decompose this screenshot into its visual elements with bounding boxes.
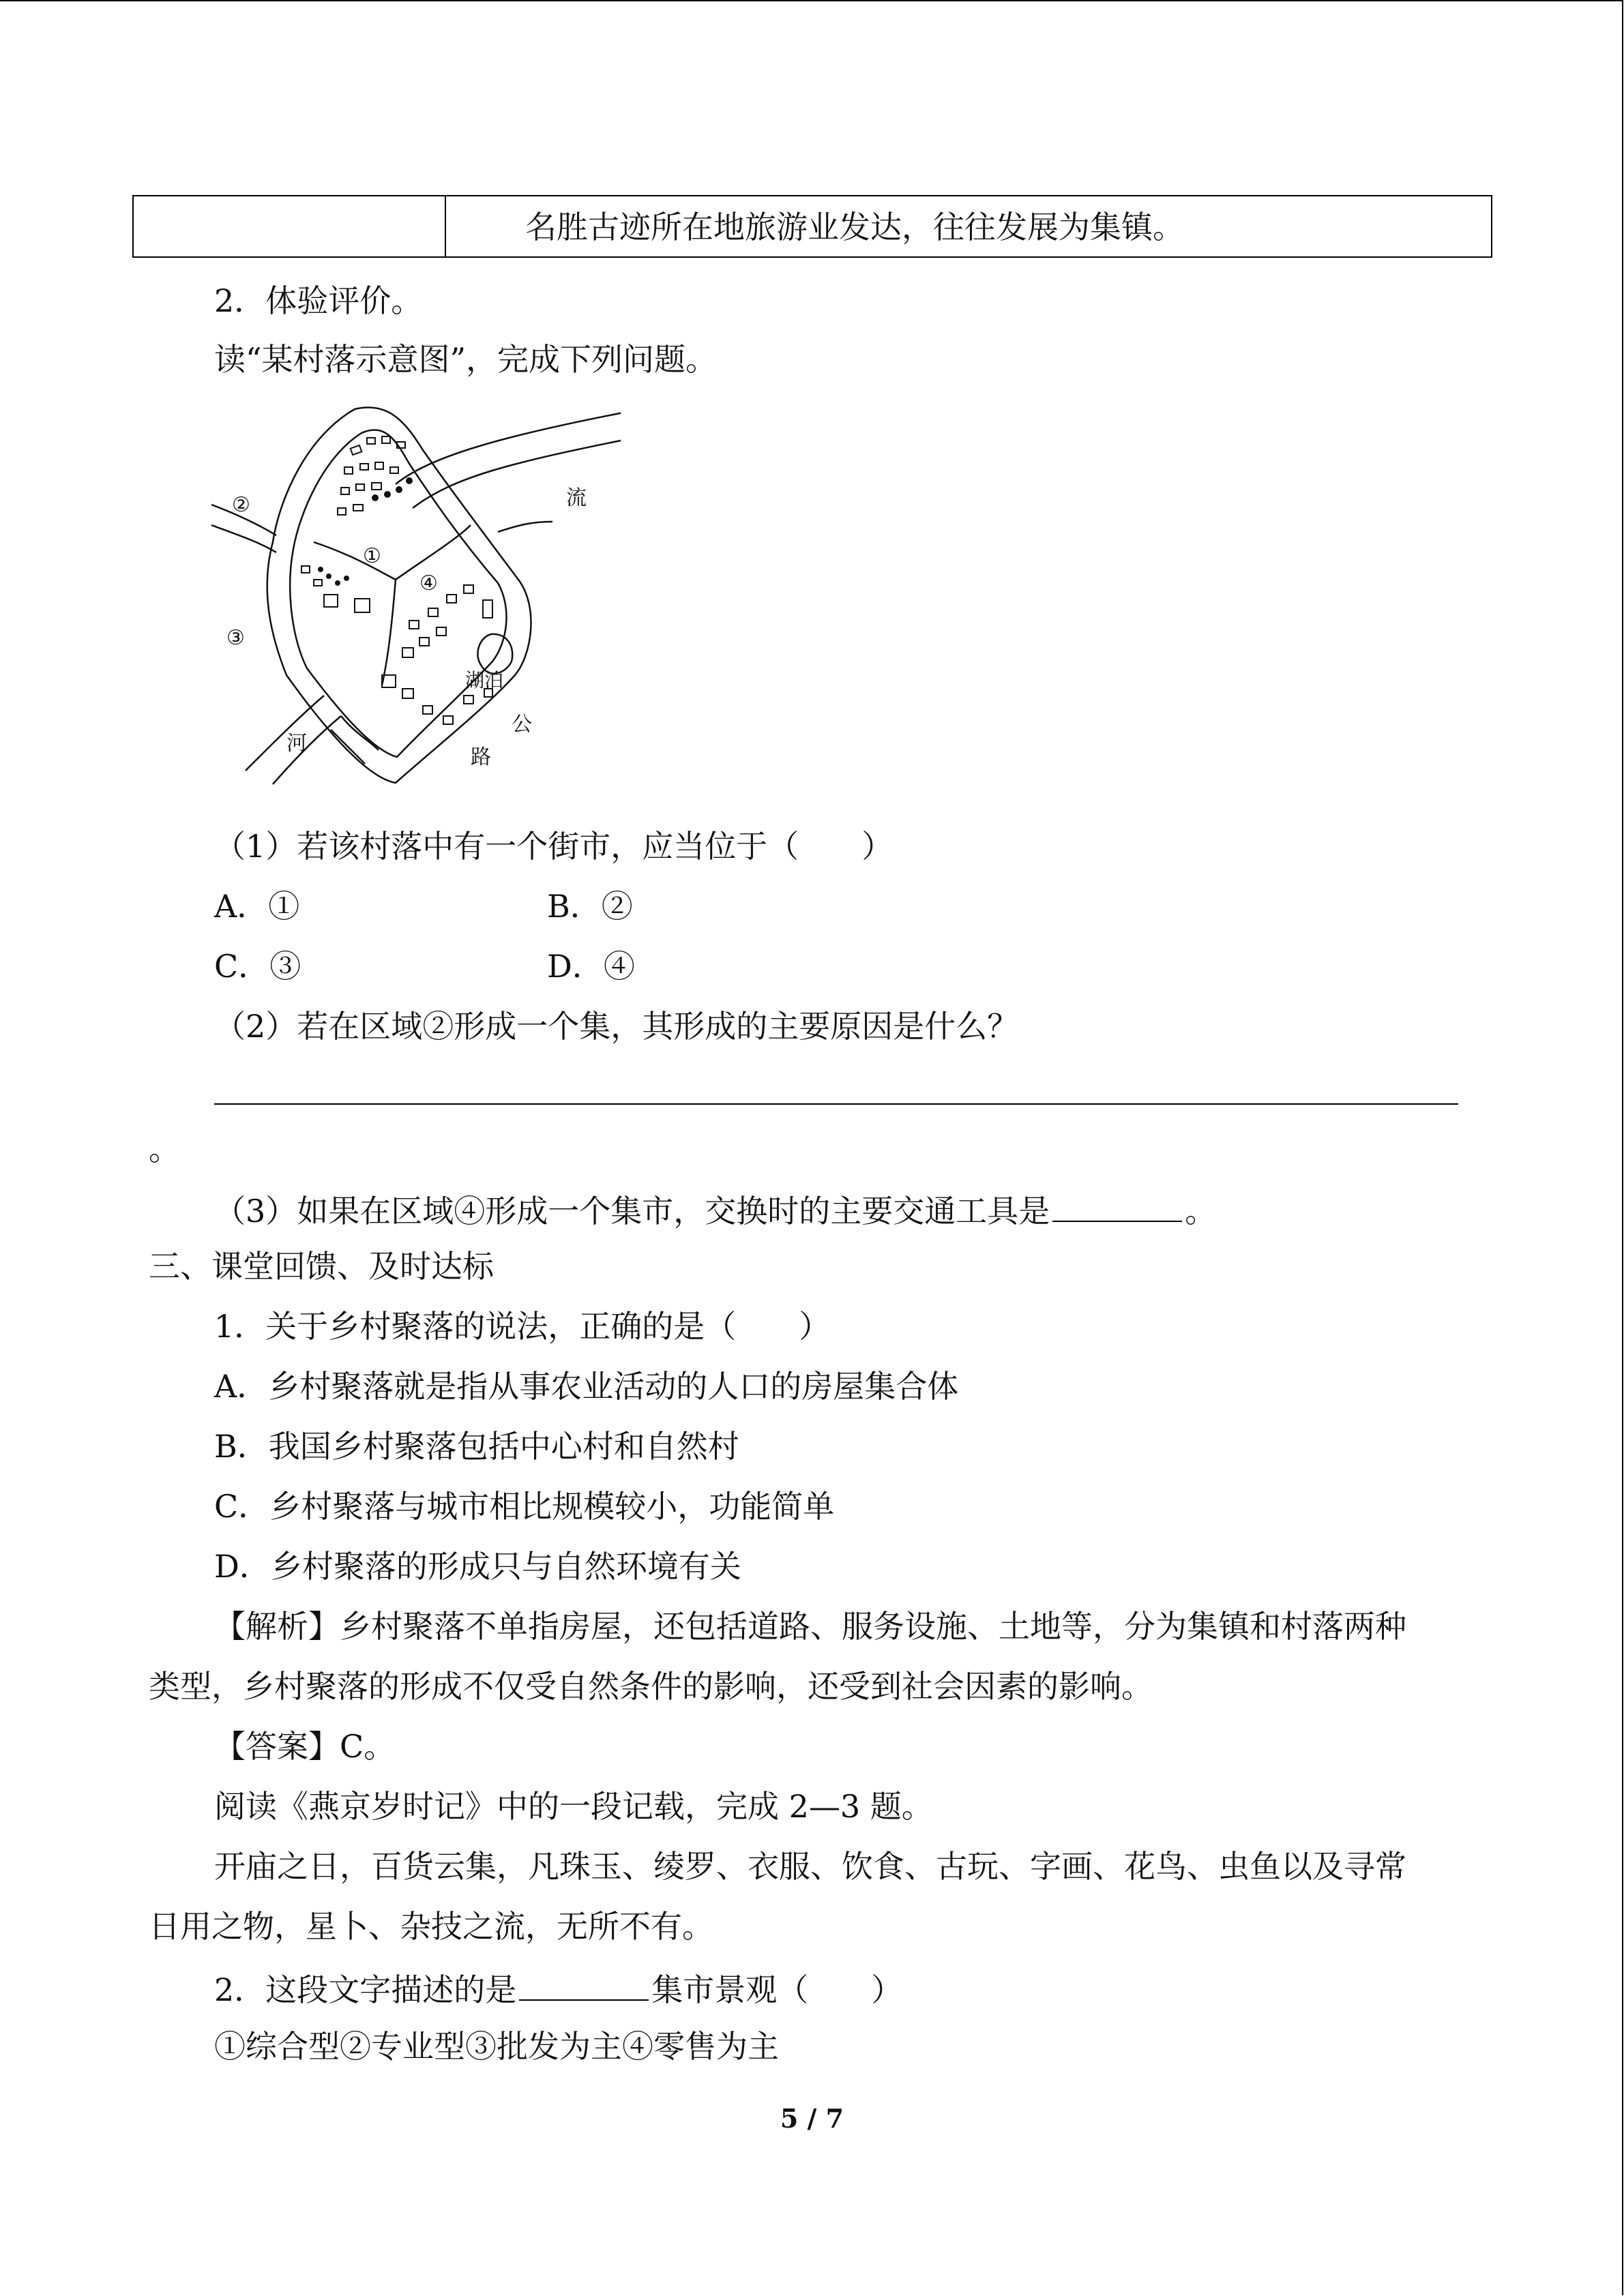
page-number: 5 / 7 [780,2103,844,2134]
p2-stem-after: 集市景观（ ） [651,1971,903,2008]
p2-stem-before: 2．这段文字描述的是 [214,1971,517,2008]
p1-option-d: D．乡村聚落的形成只与自然环境有关 [214,1548,741,1585]
q2-end-mark: 。 [149,1131,180,1167]
section3-heading: 三、课堂回馈、及时达标 [149,1248,494,1285]
p1-option-a: A．乡村聚落就是指从事农业活动的人口的房屋集合体 [214,1368,959,1405]
q3-stem-before: （3）如果在区域④形成一个集市，交换时的主要交通工具是 [214,1193,1050,1229]
reading-line-2: 日用之物，星卜、杂技之流，无所不有。 [149,1908,713,1945]
top-table-row [132,195,1492,258]
p1-option-b: B．我国乡村聚落包括中心村和自然村 [214,1428,739,1465]
p1-answer: 【答案】C。 [214,1728,396,1765]
q2-answer-line[interactable] [214,1103,1458,1105]
q1-option-b: B．② [547,888,633,925]
q1-option-a: A．① [214,888,300,925]
q1-option-c: C．③ [214,948,301,985]
table-divider [445,196,446,256]
p2-blank[interactable] [519,1971,649,2001]
village-map [211,396,621,791]
p2-stem [214,1971,902,2006]
reading-intro: 阅读《燕京岁时记》中的一段记载，完成 2—3 题。 [214,1788,933,1825]
map-label-1: ① [363,544,381,568]
map-label-4: ④ [419,571,438,595]
q1-stem: （1）若该村落中有一个街市，应当位于（ ） [214,828,894,865]
p1-analysis-line-2: 类型，乡村聚落的形成不仅受自然条件的影响，还受到社会因素的影响。 [149,1668,1153,1705]
q3-blank[interactable] [1052,1192,1182,1222]
p1-option-c: C．乡村聚落与城市相比规模较小，功能简单 [214,1488,835,1525]
table-cell-text: 名胜古迹所在地旅游业发达，往往发展为集镇。 [525,209,1184,245]
map-label-river-1: 流 [566,486,587,510]
q2-stem: （2）若在区域②形成一个集，其形成的主要原因是什么？ [214,1008,1019,1045]
map-label-3: ③ [226,626,245,650]
q3-stem-after: 。 [1185,1193,1217,1229]
p1-analysis-line-1: 【解析】乡村聚落不单指房屋，还包括道路、服务设施、土地等，分为集镇和村落两种 [214,1608,1406,1645]
p2-choices: ①综合型②专业型③批发为主④零售为主 [214,2028,779,2065]
p1-stem: 1．关于乡村聚落的说法，正确的是（ ） [214,1308,831,1345]
reading-line-1: 开庙之日，百货云集，凡珠玉、绫罗、衣服、饮食、古玩、字画、花鸟、虫鱼以及寻常 [214,1848,1406,1885]
map-label-lake: 湖泊 [465,669,504,691]
map-label-road-1: 公 [512,713,532,736]
q1-option-d: D．④ [547,948,635,985]
q3-stem [214,1192,1216,1227]
map-intro: 读“某村落示意图”，完成下列问题。 [214,341,718,378]
section2-heading: 2．体验评价。 [214,282,423,319]
map-label-2: ② [232,493,250,517]
map-label-road-2: 路 [471,745,491,769]
map-label-river-2: 河 [286,732,307,756]
